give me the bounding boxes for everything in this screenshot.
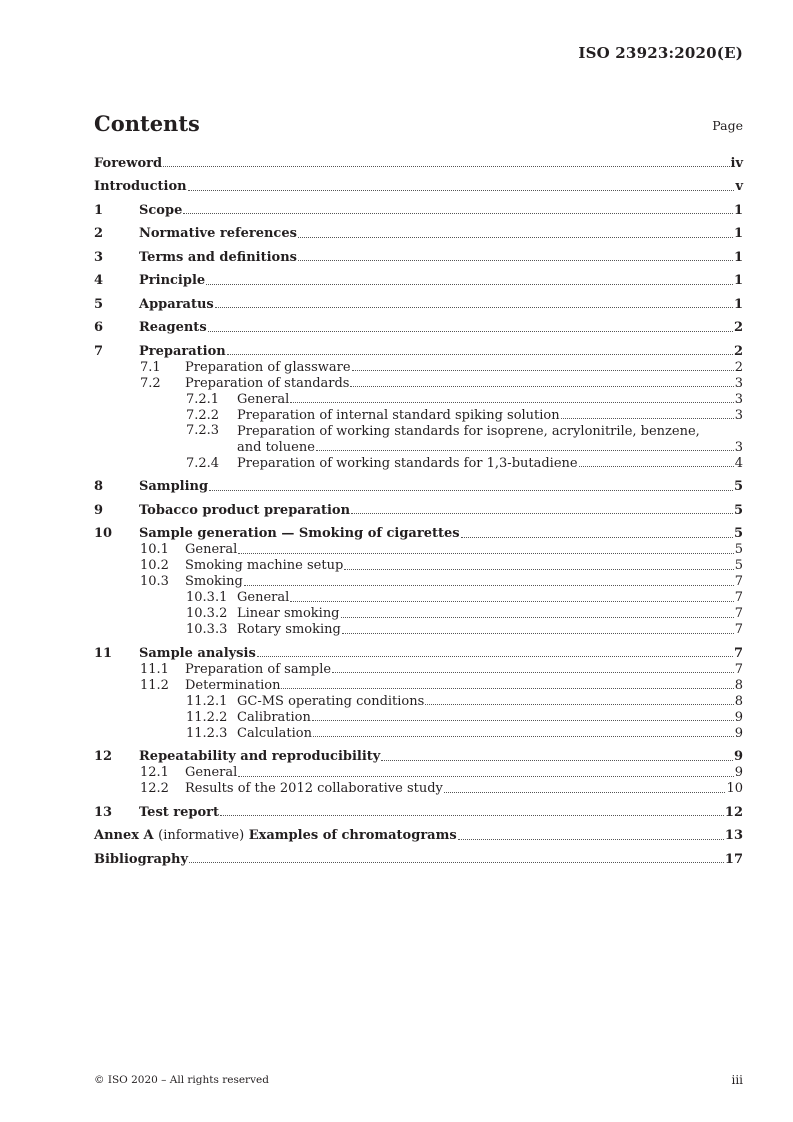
toc-page: 7 bbox=[734, 590, 743, 605]
toc-page: 1 bbox=[733, 226, 743, 241]
toc-number: 4 bbox=[94, 273, 104, 288]
toc-page: 9 bbox=[734, 725, 743, 741]
dot-leader bbox=[163, 166, 729, 167]
dot-leader bbox=[381, 760, 733, 761]
dot-leader bbox=[209, 490, 733, 491]
toc-label: Smoking bbox=[185, 574, 243, 589]
toc-label: Calculation bbox=[237, 725, 312, 741]
toc-label: Terms and definitions bbox=[139, 249, 297, 265]
annex-title: Examples of chromatograms bbox=[248, 828, 457, 843]
dot-leader bbox=[312, 720, 734, 721]
toc-page: 5 bbox=[733, 502, 743, 518]
toc-entry-10-3[interactable] bbox=[94, 574, 743, 590]
dot-leader bbox=[444, 792, 726, 793]
toc-number: 12 bbox=[94, 749, 113, 764]
toc-entry-10-3-1[interactable] bbox=[94, 590, 743, 606]
toc-entry-12[interactable] bbox=[94, 749, 743, 765]
toc-page: 1 bbox=[733, 202, 743, 218]
toc-label: Sampling bbox=[139, 479, 209, 494]
toc-page: v bbox=[735, 179, 743, 194]
toc-page: 9 bbox=[734, 709, 743, 725]
dot-leader bbox=[316, 450, 734, 451]
toc-label: Repeatability and reproducibility bbox=[139, 749, 381, 764]
toc-entry-annex-a[interactable] bbox=[94, 828, 743, 844]
toc-entry-12-1[interactable] bbox=[94, 765, 743, 781]
dot-leader bbox=[341, 617, 734, 618]
dot-leader bbox=[220, 815, 724, 816]
table-of-contents bbox=[94, 155, 743, 875]
toc-number: 13 bbox=[94, 804, 113, 820]
toc-number: 7.2.2 bbox=[186, 407, 220, 423]
toc-number: 10 bbox=[94, 526, 113, 541]
toc-page: 8 bbox=[734, 693, 743, 709]
toc-number: 11.1 bbox=[140, 661, 169, 677]
annex-prefix: Annex A bbox=[94, 828, 154, 843]
toc-label: Principle bbox=[139, 273, 206, 288]
toc-page: 3 bbox=[734, 391, 743, 407]
dot-leader bbox=[298, 260, 733, 261]
toc-entry-4[interactable] bbox=[94, 273, 743, 289]
annex-type: (informative) bbox=[158, 828, 245, 843]
toc-number: 10.2 bbox=[140, 558, 169, 573]
dot-leader bbox=[342, 633, 734, 634]
document-code: ISO 23923:2020(E) bbox=[578, 44, 743, 62]
footer-page-number: iii bbox=[731, 1073, 743, 1087]
toc-number: 2 bbox=[94, 226, 104, 241]
toc-entry-7-1[interactable] bbox=[94, 359, 743, 375]
dot-leader bbox=[206, 284, 733, 285]
toc-label: Rotary smoking bbox=[237, 622, 341, 637]
toc-label bbox=[94, 828, 457, 844]
dot-leader bbox=[351, 513, 733, 514]
toc-entry-bibliography[interactable] bbox=[94, 851, 743, 867]
dot-leader bbox=[238, 553, 733, 554]
toc-page: 10 bbox=[726, 781, 743, 796]
toc-label: Sample generation — Smoking of cigarettes bbox=[139, 526, 460, 541]
toc-number: 5 bbox=[94, 296, 104, 312]
toc-entry-13[interactable] bbox=[94, 804, 743, 820]
toc-label: General bbox=[237, 391, 290, 407]
toc-entry-10-3-2[interactable] bbox=[94, 606, 743, 622]
toc-page: 3 bbox=[734, 407, 743, 423]
toc-page: 1 bbox=[733, 273, 743, 288]
toc-number: 7.2 bbox=[140, 375, 161, 391]
toc-label: Introduction bbox=[94, 179, 187, 194]
toc-page: 17 bbox=[724, 851, 743, 867]
toc-label: Preparation of sample bbox=[185, 661, 332, 677]
toc-number: 10.3 bbox=[140, 574, 169, 589]
toc-entry-foreword[interactable] bbox=[94, 155, 743, 171]
toc-entry-11-2[interactable] bbox=[94, 677, 743, 693]
dot-leader bbox=[298, 237, 733, 238]
toc-page: 3 bbox=[734, 439, 743, 455]
toc-entry-introduction[interactable] bbox=[94, 179, 743, 195]
dot-leader bbox=[189, 862, 724, 863]
toc-entry-2[interactable] bbox=[94, 226, 743, 242]
toc-page: 3 bbox=[734, 375, 743, 391]
toc-label: Preparation of standards bbox=[185, 375, 350, 391]
toc-page: 7 bbox=[733, 645, 743, 661]
toc-label: Preparation of working standards for 1,3-butadiene bbox=[237, 455, 578, 471]
dot-leader bbox=[458, 839, 724, 840]
dot-leader bbox=[425, 704, 733, 705]
toc-label: Tobacco product preparation bbox=[139, 502, 351, 518]
toc-number: 7.2.4 bbox=[186, 455, 220, 471]
dot-leader bbox=[350, 386, 733, 387]
toc-number: 10.3.2 bbox=[186, 606, 228, 621]
toc-page: 5 bbox=[734, 542, 743, 557]
toc-label: Calibration bbox=[237, 709, 311, 725]
toc-page: 7 bbox=[734, 606, 743, 621]
toc-label: Preparation of internal standard spiking solution bbox=[237, 407, 560, 423]
toc-entry-7-2-4[interactable] bbox=[94, 455, 743, 471]
toc-entry-1[interactable] bbox=[94, 202, 743, 218]
toc-page: 12 bbox=[724, 804, 743, 820]
toc-label: Apparatus bbox=[139, 296, 214, 312]
toc-label: Determination bbox=[185, 677, 281, 693]
toc-number: 10.3.3 bbox=[186, 622, 228, 637]
toc-entry-3[interactable] bbox=[94, 249, 743, 265]
dot-leader bbox=[215, 307, 733, 308]
dot-leader bbox=[281, 688, 733, 689]
toc-page: 7 bbox=[734, 622, 743, 637]
toc-entry-12-2[interactable] bbox=[94, 781, 743, 797]
toc-entry-7-2[interactable] bbox=[94, 375, 743, 391]
toc-label: General bbox=[185, 765, 238, 780]
toc-label: General bbox=[185, 542, 238, 557]
toc-number: 6 bbox=[94, 320, 104, 335]
toc-number: 10.3.1 bbox=[186, 590, 228, 605]
dot-leader bbox=[188, 190, 735, 191]
toc-number: 12.2 bbox=[140, 781, 169, 796]
toc-number: 7.2.1 bbox=[186, 391, 220, 407]
toc-page: 13 bbox=[724, 828, 743, 843]
toc-page: 2 bbox=[734, 359, 743, 375]
toc-label: Preparation bbox=[139, 343, 226, 359]
toc-page: 5 bbox=[734, 558, 743, 573]
toc-label: Normative references bbox=[139, 226, 297, 241]
dot-leader bbox=[344, 569, 733, 570]
toc-page: 1 bbox=[733, 296, 743, 312]
toc-label: General bbox=[237, 590, 290, 605]
toc-label: Bibliography bbox=[94, 851, 189, 867]
toc-label: Preparation of glassware bbox=[185, 359, 351, 375]
toc-entry-11[interactable] bbox=[94, 645, 743, 661]
dot-leader bbox=[561, 418, 734, 419]
toc-number: 11.2.1 bbox=[186, 693, 228, 709]
dot-leader bbox=[313, 736, 734, 737]
toc-label: Reagents bbox=[139, 320, 207, 335]
footer-copyright: © ISO 2020 – All rights reserved bbox=[94, 1074, 269, 1086]
toc-page: 5 bbox=[733, 526, 743, 541]
toc-entry-7[interactable] bbox=[94, 343, 743, 359]
toc-label-line-2-row bbox=[237, 440, 743, 456]
toc-page: 4 bbox=[734, 455, 743, 471]
contents-heading: Contents bbox=[94, 111, 200, 136]
toc-entry-11-2-1[interactable] bbox=[94, 693, 743, 709]
toc-page: 7 bbox=[734, 661, 743, 677]
toc-number: 7.2.3 bbox=[186, 423, 220, 438]
toc-entry-7-2-3[interactable] bbox=[94, 423, 743, 455]
dot-leader bbox=[332, 672, 734, 673]
dot-leader bbox=[238, 776, 733, 777]
toc-number: 8 bbox=[94, 479, 104, 494]
toc-entry-7-2-2[interactable] bbox=[94, 407, 743, 423]
toc-entry-11-1[interactable] bbox=[94, 661, 743, 677]
toc-label: Foreword bbox=[94, 155, 163, 171]
toc-label: Test report bbox=[139, 804, 220, 820]
toc-entry-10[interactable] bbox=[94, 526, 743, 542]
toc-page: 5 bbox=[733, 479, 743, 494]
dot-leader bbox=[579, 466, 734, 467]
toc-page: 9 bbox=[734, 765, 743, 780]
toc-page: 8 bbox=[734, 677, 743, 693]
dot-leader bbox=[290, 601, 733, 602]
toc-page: 1 bbox=[733, 249, 743, 265]
toc-label: Linear smoking bbox=[237, 606, 340, 621]
dot-leader bbox=[257, 656, 733, 657]
dot-leader bbox=[290, 402, 733, 403]
toc-entry-7-2-1[interactable] bbox=[94, 391, 743, 407]
toc-number: 1 bbox=[94, 202, 104, 218]
toc-label: Scope bbox=[139, 202, 183, 218]
toc-page: 9 bbox=[733, 749, 743, 764]
toc-page: 2 bbox=[733, 343, 743, 359]
toc-entry-5[interactable] bbox=[94, 296, 743, 312]
dot-leader bbox=[244, 585, 734, 586]
toc-label: Sample analysis bbox=[139, 645, 256, 661]
toc-number: 11.2 bbox=[140, 677, 169, 693]
toc-entry-11-2-3[interactable] bbox=[94, 725, 743, 741]
toc-entry-10-2[interactable] bbox=[94, 558, 743, 574]
dot-leader bbox=[461, 537, 733, 538]
dot-leader bbox=[352, 370, 734, 371]
toc-entry-6[interactable] bbox=[94, 320, 743, 336]
toc-number: 11.2.3 bbox=[186, 725, 228, 741]
toc-label: GC-MS operating conditions bbox=[237, 693, 425, 709]
toc-entry-9[interactable] bbox=[94, 502, 743, 518]
toc-entry-11-2-2[interactable] bbox=[94, 709, 743, 725]
toc-label-line-1: Preparation of working standards for isoprene, acrylonitrile, benzene, bbox=[237, 424, 700, 439]
toc-page: 7 bbox=[734, 574, 743, 589]
toc-entry-10-1[interactable] bbox=[94, 542, 743, 558]
toc-number: 10.1 bbox=[140, 542, 169, 557]
dot-leader bbox=[227, 354, 733, 355]
toc-entry-10-3-3[interactable] bbox=[94, 622, 743, 638]
toc-page: 2 bbox=[733, 320, 743, 335]
toc-number: 7 bbox=[94, 343, 104, 359]
page-column-label: Page bbox=[712, 118, 743, 133]
toc-number: 9 bbox=[94, 502, 104, 518]
toc-number: 11 bbox=[94, 645, 113, 661]
toc-number: 7.1 bbox=[140, 359, 161, 375]
toc-label-line-2: and toluene bbox=[237, 439, 315, 455]
dot-leader bbox=[183, 213, 733, 214]
dot-leader bbox=[208, 331, 733, 332]
toc-page: iv bbox=[730, 155, 743, 171]
toc-number: 11.2.2 bbox=[186, 709, 228, 725]
toc-entry-8[interactable] bbox=[94, 479, 743, 495]
toc-label: Results of the 2012 collaborative study bbox=[185, 781, 443, 796]
toc-number: 12.1 bbox=[140, 765, 169, 780]
toc-number: 3 bbox=[94, 249, 104, 265]
toc-label: Smoking machine setup bbox=[185, 558, 344, 573]
